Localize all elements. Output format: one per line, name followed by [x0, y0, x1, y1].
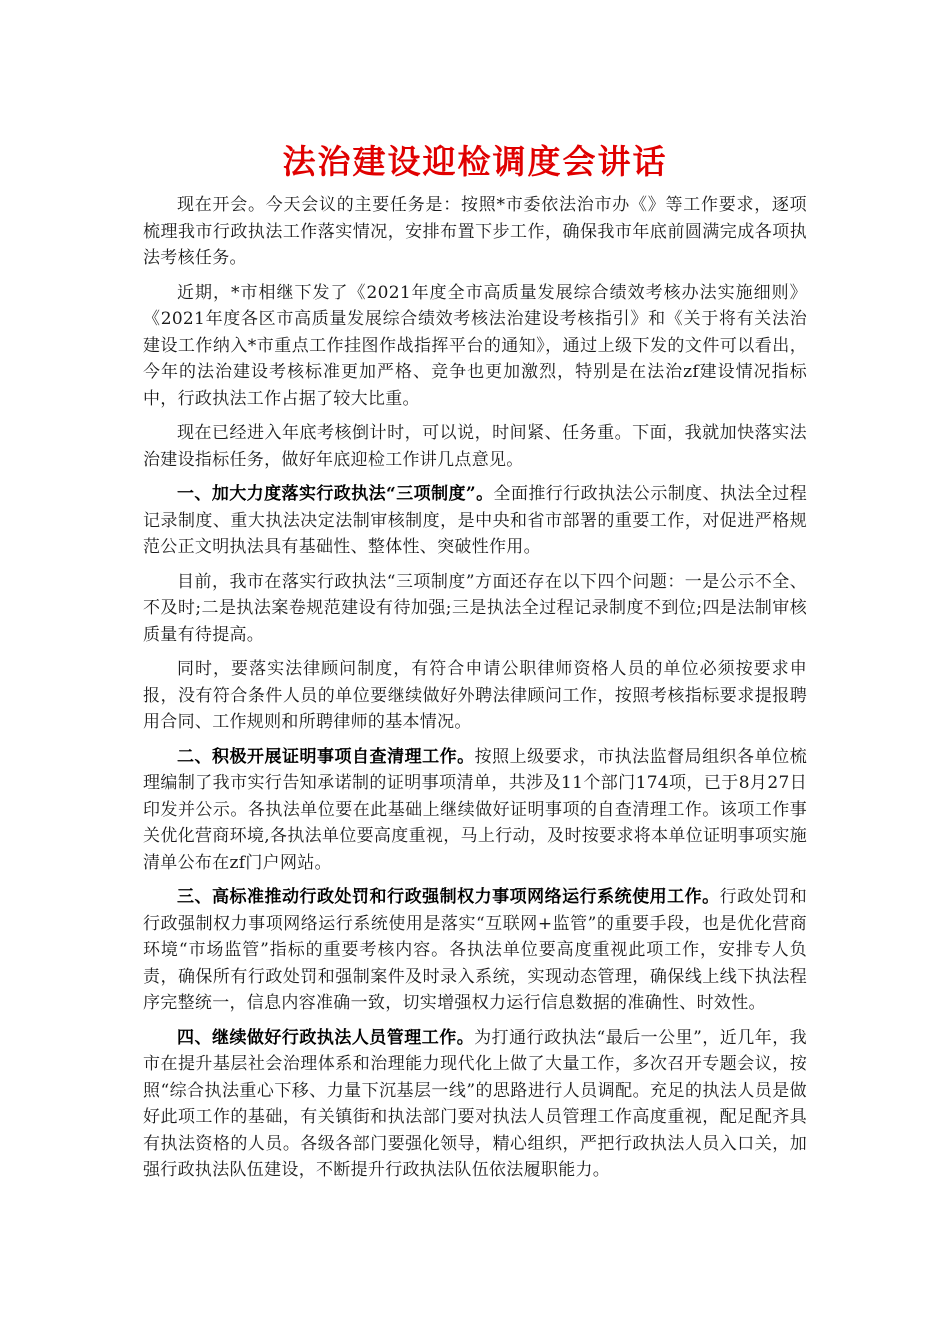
paragraph-text: 现在已经进入年底考核倒计时，可以说，时间紧、任务重。下面，我就加快落实法治建设指标任务，做好年底迎检工作讲几点意见。 — [143, 423, 807, 470]
paragraph — [143, 569, 807, 649]
paragraph-lead: 四、继续做好行政执法人员管理工作。 — [177, 1027, 475, 1048]
paragraph — [143, 744, 807, 877]
paragraph — [143, 884, 807, 1017]
paragraph — [143, 656, 807, 736]
paragraph-lead: 二、积极开展证明事项自查清理工作。 — [177, 746, 475, 767]
paragraph — [143, 280, 807, 413]
paragraph — [143, 192, 807, 272]
paragraph-text: 全面推行行政执法公示制度、执法全过程记录制度、重大执法决定法制审核制度，是中央和省市部署的重要工作，对促进严格规范公正文明执法具有基础性、整体性、突破性作用。 — [143, 484, 807, 557]
paragraph — [143, 1025, 807, 1184]
paragraph-text: 按照上级要求，市执法监督局组织各单位梳理编制了我市实行告知承诺制的证明事项清单，共涉及11个部门174项，已于8月27日印发并公示。各执法单位要在此基础上继续做好证明事项的自查清理工作。该项工作事关优化营商环境,各执法单位要高度重视，马上行动，及时按要求将本单位证明事项实施清单公布在zf门户网站。 — [143, 746, 807, 873]
paragraph-text: 行政处罚和行政强制权力事项网络运行系统使用是落实“互联网+监管”的重要手段，也是优化营商环境“市场监管”指标的重要考核内容。各执法单位要高度重视此项工作，安排专人负责，确保所有行政处罚和强制案件及时录入系统，实现动态管理，确保线上线下执法程序完整统一，信息内容准确一致，切实增强权力运行信息数据的准确性、时效性。 — [143, 887, 807, 1013]
paragraph-text: 为打通行政执法“最后一公里”，近几年，我市在提升基层社会治理体系和治理能力现代化上做了大量工作，多次召开专题会议，按照“综合执法重心下移、力量下沉基层一线”的思路进行人员调配。充足的执法人员是做好此项工作的基础，有关镇街和执法部门要对执法人员管理工作高度重视，配足配齐具有执法资格的人员。各级各部门要强化领导，精心组织，严把行政执法人员入口关，加强行政执法队伍建设，不断提升行政执法队伍依法履职能力。 — [143, 1027, 807, 1180]
paragraph-text: 同时，要落实法律顾问制度，有符合申请公职律师资格人员的单位必须按要求申报，没有符合条件人员的单位要继续做好外聘法律顾问工作，按照考核指标要求提报聘用合同、工作规则和所聘律师的基本情况。 — [143, 659, 807, 732]
paragraph-text: 现在开会。今天会议的主要任务是：按照*市委依法治市办《》等工作要求，逐项梳理我市行政执法工作落实情况，安排布置下步工作，确保我市年底前圆满完成各项执法考核任务。 — [143, 195, 807, 268]
paragraph-lead: 三、高标准推动行政处罚和行政强制权力事项网络运行系统使用工作。 — [177, 887, 720, 907]
paragraph-text: 近期，*市相继下发了《2021年度全市高质量发展综合绩效考核办法实施细则》《2021年度各区市高质量发展综合绩效考核法治建设考核指引》和《关于将有关法治建设工作纳入*市重点工作挂图作战指挥平台的通知》，通过上级下发的文件可以看出，今年的法治建设考核标准更加严格、竞争也更加激烈，特别是在法治zf建设情况指标中，行政执法工作占据了较大比重。 — [143, 282, 807, 409]
paragraph-text: 目前，我市在落实行政执法“三项制度”方面还存在以下四个问题：一是公示不全、不及时;二是执法案卷规范建设有待加强;三是执法全过程记录制度不到位;四是法制审核质量有待提高。 — [143, 571, 807, 645]
paragraph — [143, 420, 807, 473]
document-title: 法治建设迎检调度会讲话 — [282, 142, 668, 181]
document-body — [143, 192, 807, 1192]
paragraph — [143, 481, 807, 561]
paragraph-lead: 一、加大力度落实行政执法“三项制度”。 — [177, 484, 494, 504]
